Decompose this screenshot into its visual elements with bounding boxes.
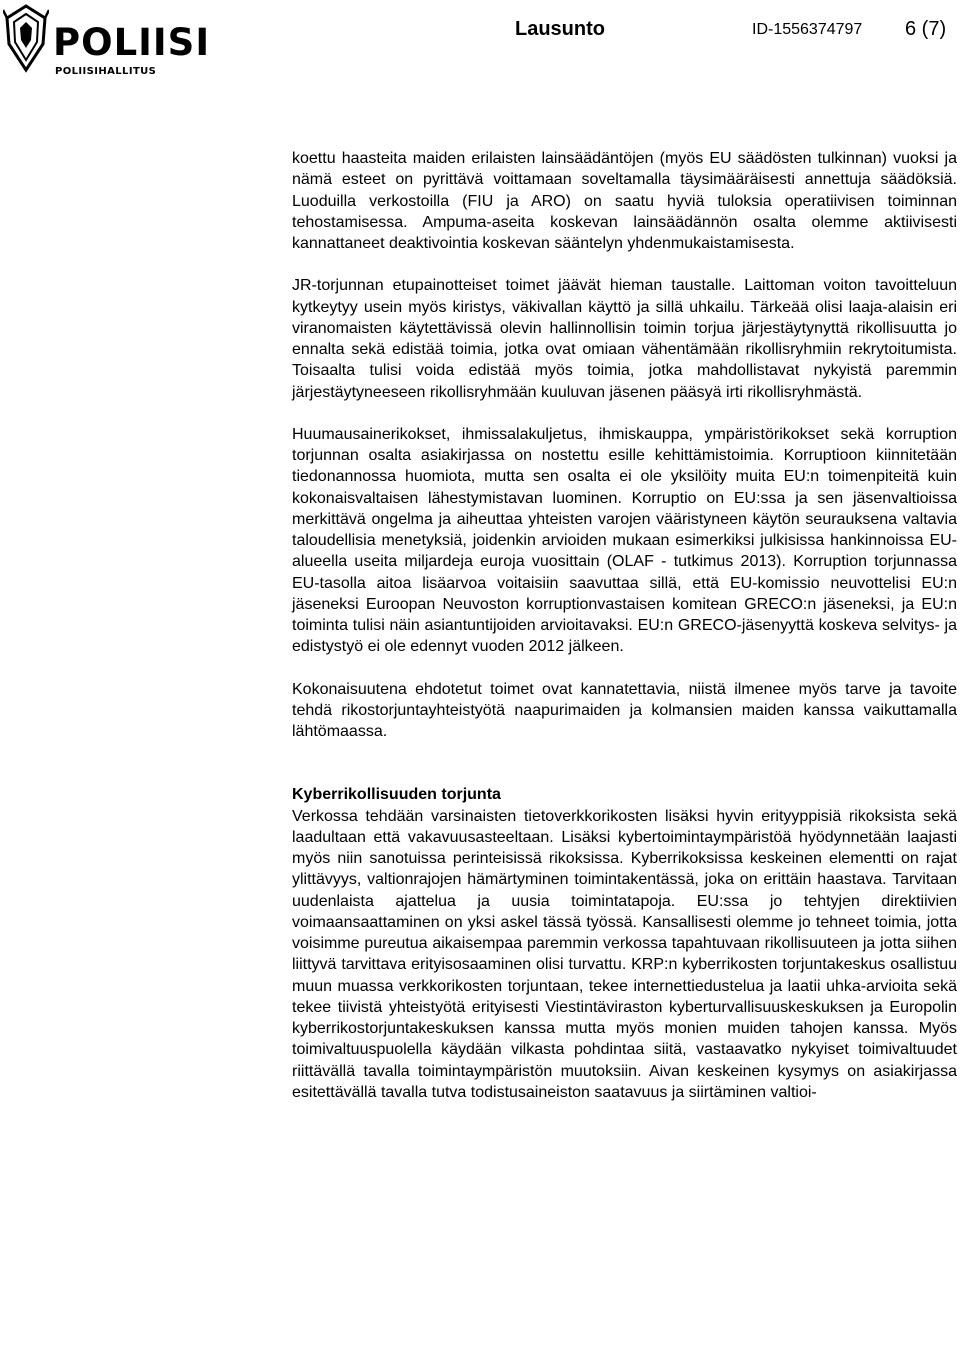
document-id: ID-1556374797 xyxy=(752,21,863,38)
paragraph-4: Kokonaisuutena ehdotetut toimet ovat kannatettavia, niistä ilmenee myös tarve ja tavoite tehdä rikostorjuntayhteistyötä naapurimaiden ja kolmansien maiden kanssa vaikuttamalla lähtömaassa. xyxy=(292,680,957,740)
paragraph-1: koettu haasteita maiden erilaisten lainsäädäntöjen (myös EU säädösten tulkinnan) vuoksi ja nämä esteet on pyrittävä voittamaan soveltamalla täysimääräisesti annettuja säädöksiä. Luoduilla verkostoilla (FIU ja ARO) on saatu hyviä tuloksia operatiivisen toiminnan tehostamisessa. Ampuma-aseita koskevan lainsäädännön osalta olemme aktiivisesti kannattaneet deaktivointia koskevan sääntelyn yhdenmukaistamisesta. xyxy=(292,150,957,252)
logo-wordmark: POLIISI xyxy=(53,21,211,64)
document-type: Lausunto xyxy=(515,18,605,40)
paragraph-3: Huumausainerikokset, ihmissalakuljetus, ihmiskauppa, ympäristörikokset sekä korruption torjunnan osalta asiakirjassa on nostettu esille kehittämistoimia. Korruptioon kiinnitetään tiedonannossa huomiota, mutta sen osalta ei ole yksilöity muita EU:n toimenpiteitä kuin kokonaisvaltaisen lähestymistavan luominen. Korruptio on EU:ssa ja sen jäsenvaltioissa merkittävä ongelma ja aiheuttaa yhteisten varojen vääristyneen käytön seurauksena valtavia taloudellisia menetyksiä, joidenkin arvioiden mukaan esimerkiksi julkisissa hankinnoissa EU-alueella useita miljardeja euroja vuosittain (OLAF - tutkimus 2013). Korruption torjunnassa EU-tasolla aitoa lisäarvoa voitaisiin saavuttaa sillä, että EU-komissio neuvottelisi EU:n jäseneksi Euroopan Neuvoston korruptionvastaisen komitean GRECO:n jäseneksi, ja EU:n toiminta tulisi näin asiantuntijoiden arvioitavaksi. EU:n GRECO-jäsenyyttä koskeva selvitys- ja edistystyö ei ole edennyt vuoden 2012 jälkeen. xyxy=(292,425,957,656)
document-body xyxy=(292,148,957,1103)
document-header xyxy=(0,18,960,44)
paragraph-2: JR-torjunnan etupainotteiset toimet jäävät hieman taustalle. Laittoman voiton tavoitteluun kytkeytyy usein myös kiristys, väkivallan käyttö ja sillä uhkailu. Tärkeää olisi laaja-alaisin eri viranomaisten käytettävissä olevin hallinnollisin toimin torjua järjestäytynyttä rikollisuutta jo ennalta sekä edistää toimia, jotka ovat omiaan vähentämään rikollisryhmiin rekrytoitumista. Toisaalta tulisi voida edistää myös toimia, jotka mahdollistavat nykyistä paremmin järjestäytyneeseen rikollisryhmään kuuluvan jäsenen pääsyä irti rikollisryhmästä. xyxy=(292,277,957,401)
page-number: 6 (7) xyxy=(905,18,947,40)
paragraph-5: Verkossa tehdään varsinaisten tietoverkkorikosten lisäksi hyvin erityyppisiä rikoksista sekä laadultaan että vakavuusasteeltaan. Lisäksi kybertoimintaympäristöä hyödynnetään laajasti myös niin sanotuissa perinteisissä rikoksissa. Kyberrikoksissa keskeinen elementti on rajat ylittävyys, valtionrajojen hämärtyminen toimintakentässä, joka on erittäin haastava. Tarvitaan uudenlaista ajattelua ja uusia toimintatapoja. EU:ssa jo tehtyjen direktiivien voimaansaattaminen on yksi askel tässä työssä. Kansallisesti olemme jo tehneet toimia, jotta voisimme pureutua aikaisempaa paremmin verkossa tapahtuvaan rikollisuuteen ja jotta siihen liittyvä tarvittava erityisosaaminen olisi turvattu. KRP:n kyberrikosten torjuntakeskus osallistuu muun muassa verkkorikosten torjuntaan, tekee internettiedustelua ja laatii uhka-arvioita sekä tekee tiivistä yhteistyötä erityisesti Viestintäviraston kyberturvallisuuskeskuksen ja Europolin kyberrikostorjuntakeskuksen kanssa mutta myös monien muiden tahojen kanssa. Myös toimivaltuuspuolella käydään vilkasta pohdintaa siitä, vastaavatko nykyiset toimivaltuudet riittävällä tavalla toimintaympäristön muutoksiin. Aivan keskeinen kysymys on asiakirjassa esitettävällä tavalla tutva todistusaineiston saatavuus ja siirtäminen valtioi- xyxy=(292,807,957,1101)
logo-subtitle: POLIISIHALLITUS xyxy=(55,66,157,77)
section-heading: Kyberrikollisuuden torjunta xyxy=(292,786,501,804)
